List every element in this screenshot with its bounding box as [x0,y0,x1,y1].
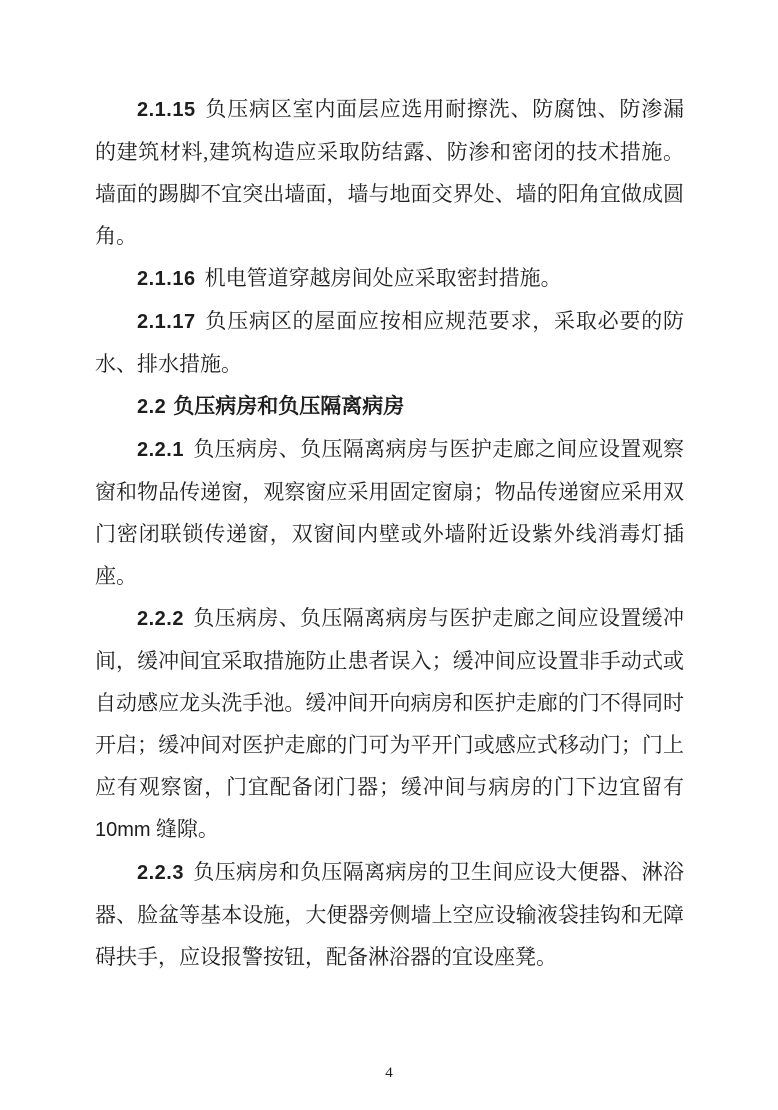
paragraph-text: 负压病区室内面层应选用耐擦洗、防腐蚀、防渗漏的建筑材料,建筑构造应采取防结露、防渗和密闭的技术措施。墙面的踢脚不宜突出墙面，墙与地面交界处、墙的阳角宜做成圆角。 [95,97,684,248]
paragraph-text: 缝隙。 [150,817,219,841]
paragraph-2-2-1 [95,428,684,597]
paragraph-2-2-3 [95,851,684,978]
paragraph-text: 负压病区的屋面应按相应规范要求，采取必要的防水、排水措施。 [95,309,684,376]
paragraph-2-1-15 [95,88,684,257]
section-number: 2.2.3 [137,862,184,884]
paragraph-text: 负压病房、负压隔离病房与医护走廊之间应设置缓冲间，缓冲间宜采取措施防止患者误入；缓冲间应设置非手动式或自动感应龙头洗手池。缓冲间开向病房和医护走廊的门不得同时开启；缓冲间对医护走廊的门可为平开门或感应式移动门；门上应有观察窗，门宜配备闭门器；缓冲间与病房的门下边宜留有 [95,606,684,799]
paragraph-2-1-17 [95,300,684,385]
paragraph-text: 机电管道穿越房间处应采取密封措施。 [204,266,562,290]
section-number: 2.2.2 [137,608,184,630]
paragraph-text: 负压病房、负压隔离病房与医护走廊之间应设置观察窗和物品传递窗，观察窗应采用固定窗扇；物品传递窗应采用双门密闭联锁传递窗，双窗间内壁或外墙附近设紫外线消毒灯插座。 [95,437,684,588]
paragraph-text: 负压病房和负压隔离病房的卫生间应设大便器、淋浴器、脸盆等基本设施，大便器旁侧墙上空应设输液袋挂钩和无障碍扶手，应设报警按钮，配备淋浴器的宜设座凳。 [95,860,684,969]
section-number: 2.2 [137,396,167,418]
paragraph-2-1-16 [95,257,684,300]
paragraph-2-2-2 [95,597,684,851]
section-number: 2.1.15 [137,99,196,121]
section-number: 2.2.1 [137,439,184,461]
section-heading-2-2 [95,385,684,428]
section-number: 2.1.16 [137,268,196,290]
page-number: 4 [385,1065,393,1081]
heading-text: 负压病房和负压隔离病房 [173,394,405,418]
section-number: 2.1.17 [137,311,196,333]
measurement-value: 10mm [95,819,151,841]
